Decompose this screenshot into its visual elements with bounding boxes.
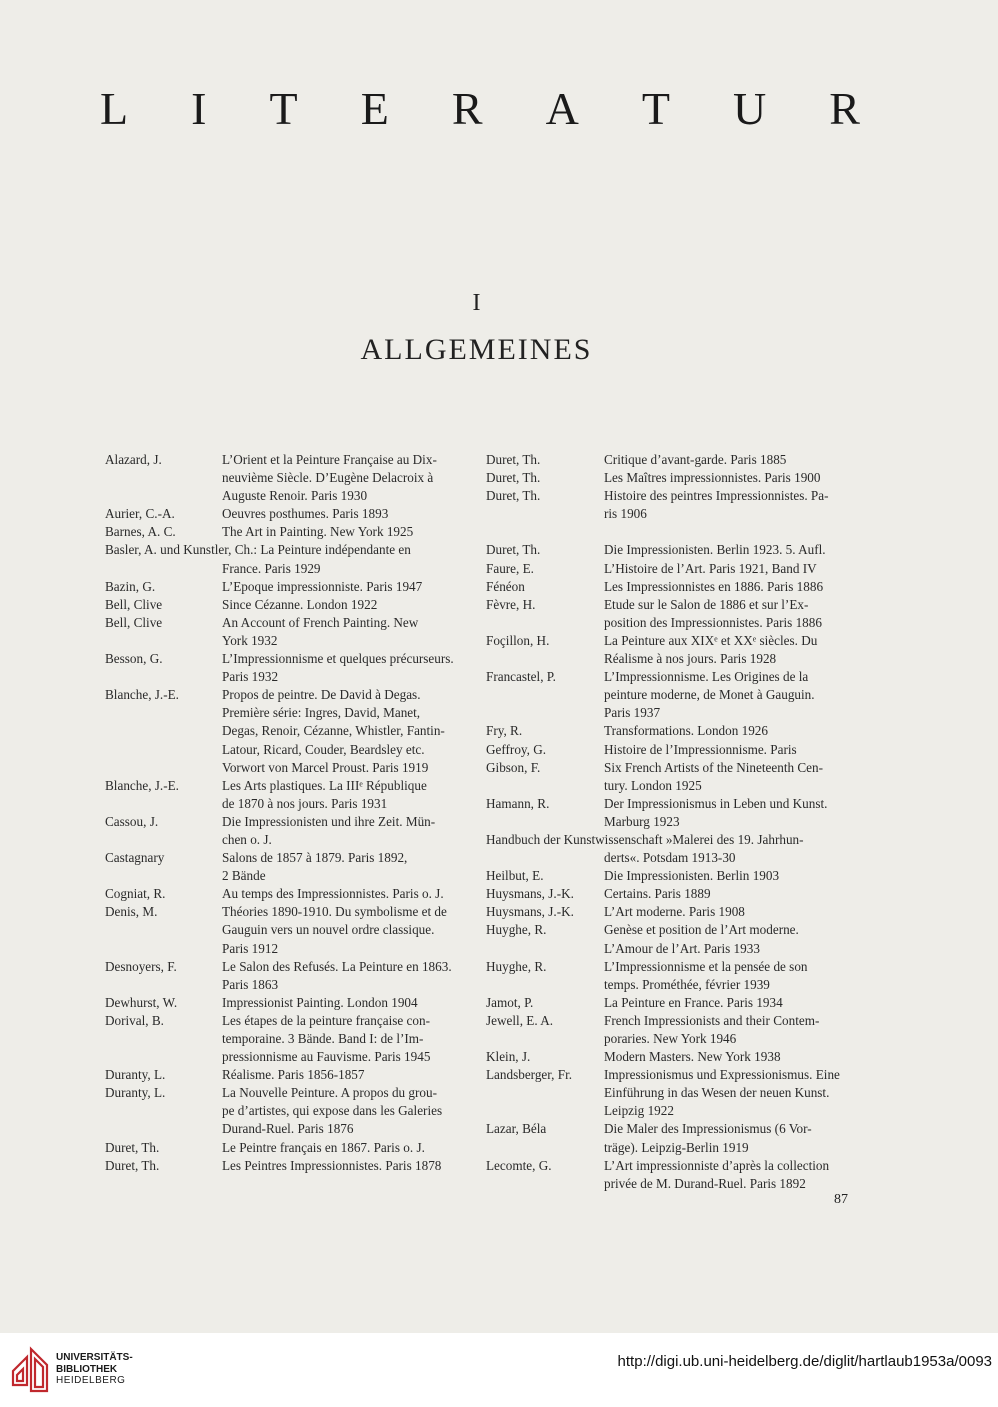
- bibliography-right-column: [486, 451, 849, 1193]
- entry-author: Besson, G.: [105, 651, 163, 667]
- bibliography-entry-wide: Basler, A. und Kunstler, Ch.: La Peinture indépendante en: [105, 542, 411, 558]
- entry-author: Geffroy, G.: [486, 741, 547, 757]
- entry-work: [604, 469, 849, 487]
- bibliography-entry: [486, 578, 849, 596]
- page-number: 87: [834, 1192, 848, 1207]
- entry-work: [604, 596, 849, 632]
- entry-author: Fénéon: [486, 578, 525, 594]
- entry-work-line: L’Amour de l’Art. Paris 1933: [604, 940, 760, 956]
- entry-work: [222, 596, 477, 614]
- entry-author: Klein, J.: [486, 1049, 531, 1065]
- bibliography-entry: [486, 469, 849, 487]
- library-name: [56, 1352, 133, 1387]
- entry-work-line: Impressionismus und Expressionismus. Eine: [604, 1067, 840, 1083]
- entry-author: Fèvre, H.: [486, 596, 536, 612]
- entry-work: [222, 1157, 477, 1175]
- entry-author: Gibson, F.: [486, 759, 541, 775]
- heading-letter: E: [360, 83, 389, 134]
- entry-work-line: peinture moderne, de Monet à Gauguin.: [604, 687, 815, 703]
- entry-work-line: Première série: Ingres, David, Manet,: [222, 705, 421, 721]
- entry-work-line: Paris 1937: [604, 705, 661, 721]
- entry-work-line: L’Impressionnisme. Les Origines de la: [604, 669, 809, 685]
- entry-work: [222, 994, 477, 1012]
- source-url-link[interactable]: http://digi.ub.uni-heidelberg.de/diglit/hartlaub1953a/0093: [617, 1353, 992, 1370]
- entry-work-line: La Nouvelle Peinture. A propos du grou-: [222, 1085, 437, 1101]
- entry-author: Castagnary: [105, 850, 165, 866]
- library-name-line: BIBLIOTHEK: [56, 1363, 118, 1375]
- entry-work-line: neuvième Siècle. D’Eugène Delacroix à: [222, 470, 434, 486]
- entry-author: Jewell, E. A.: [486, 1012, 554, 1028]
- bibliography-entry: [105, 650, 477, 686]
- entry-author: Foçillon, H.: [486, 632, 550, 648]
- entry-work-line: Critique d’avant-garde. Paris 1885: [604, 452, 787, 467]
- entry-work: [222, 903, 477, 957]
- entry-work: [222, 1139, 477, 1157]
- entry-work-line: L’Impressionnisme et la pensée de son: [604, 958, 808, 974]
- entry-work: [222, 777, 477, 813]
- entry-author: Lecomte, G.: [486, 1157, 552, 1173]
- bibliography-entry: [105, 451, 477, 505]
- bibliography-entry: [486, 921, 849, 957]
- entry-work: [604, 867, 849, 885]
- bibliography-entry: [105, 1066, 477, 1084]
- entry-work: [604, 885, 849, 903]
- bibliography-entry: [105, 777, 477, 813]
- entry-work: [604, 1012, 849, 1048]
- entry-work: [222, 958, 477, 994]
- entry-work: [604, 487, 849, 523]
- entry-work-line: York 1932: [222, 632, 278, 648]
- bibliography-entry: [486, 668, 849, 722]
- entry-author: Hamann, R.: [486, 795, 550, 811]
- bibliography-entry: [105, 1139, 477, 1157]
- entry-author: Duret, Th.: [486, 488, 541, 504]
- entry-work-line: Les Arts plastiques. La IIIᵉ République: [222, 777, 427, 793]
- heading-letter: R: [451, 83, 483, 134]
- entry-work-line: Les Peintres Impressionnistes. Paris 1878: [222, 1157, 442, 1173]
- section-title: ALLGEMEINES: [360, 333, 593, 366]
- entry-work: [604, 741, 849, 759]
- entry-work-line: Propos de peintre. De David à Degas.: [222, 687, 421, 703]
- bibliography-entry: [486, 632, 849, 668]
- entry-work-line: poraries. New York 1946: [604, 1031, 737, 1046]
- bibliography-entry: [486, 958, 849, 994]
- entry-work-line: L’Impressionnisme et quelques précurseurs.: [222, 651, 454, 667]
- bibliography-entry-wide: Handbuch der Kunstwissenschaft »Malerei des 19. Jahrhun-: [486, 831, 804, 847]
- entry-author: Dorival, B.: [105, 1012, 164, 1028]
- entry-author: Bell, Clive: [105, 614, 163, 630]
- entry-work: [222, 523, 477, 541]
- bibliography-entry: [105, 994, 477, 1012]
- entry-work: [222, 1066, 477, 1084]
- bibliography-entry: [486, 903, 849, 921]
- entry-work: [604, 994, 849, 1012]
- heading-letter: R: [829, 83, 860, 134]
- entry-work-line: The Art in Painting. New York 1925: [222, 524, 414, 540]
- footer-bar: [0, 1333, 998, 1407]
- bibliography-entry: [486, 1048, 849, 1066]
- entry-author: Landsberger, Fr.: [486, 1067, 573, 1083]
- entry-work: [222, 1084, 477, 1138]
- entry-work: [604, 1120, 849, 1156]
- bibliography-entry: [105, 505, 477, 523]
- entry-work-line: Genèse et position de l’Art moderne.: [604, 922, 799, 938]
- library-name-line: HEIDELBERG: [56, 1375, 126, 1386]
- heading-letter: A: [545, 83, 579, 134]
- entry-work: [604, 541, 849, 559]
- entry-author: Denis, M.: [105, 904, 158, 920]
- entry-author: Duret, Th.: [486, 452, 541, 467]
- heading-letter: T: [641, 83, 670, 134]
- bibliography-entry: [105, 578, 477, 596]
- entry-author: Duret, Th.: [486, 542, 541, 558]
- entry-work-line: Vorwort von Marcel Proust. Paris 1919: [222, 759, 429, 775]
- entry-work-line: Réalisme à nos jours. Paris 1928: [604, 651, 777, 667]
- entry-work: [604, 1066, 849, 1120]
- entry-work: [604, 1157, 849, 1193]
- entry-work-line: chen o. J.: [222, 831, 272, 847]
- bibliography-entry: [105, 1012, 477, 1066]
- entry-work-line: tury. London 1925: [604, 777, 702, 793]
- entry-work-line: Auguste Renoir. Paris 1930: [222, 488, 368, 504]
- entry-author: Alazard, J.: [105, 452, 162, 467]
- entry-author: Duranty, L.: [105, 1067, 166, 1083]
- entry-author: Huysmans, J.-K.: [486, 904, 574, 920]
- entry-author: Bazin, G.: [105, 578, 156, 594]
- entry-work-line: Durand-Ruel. Paris 1876: [222, 1121, 354, 1137]
- entry-author: Duranty, L.: [105, 1085, 166, 1101]
- entry-work-line: Réalisme. Paris 1856-1857: [222, 1067, 365, 1083]
- entry-work-line: ris 1906: [604, 506, 647, 522]
- entry-work-line: temps. Prométhée, février 1939: [604, 976, 770, 992]
- entry-work-line: Le Salon des Refusés. La Peinture en 1863.: [222, 958, 452, 974]
- entry-work-line: temporaine. 3 Bände. Band I: de l’Im-: [222, 1031, 424, 1046]
- entry-work-line: La Peinture aux XIXᵉ et XXᵉ siècles. Du: [604, 632, 818, 648]
- library-logo-icon: [10, 1345, 50, 1395]
- bibliography-entry: [486, 560, 849, 578]
- bibliography-entry: [486, 741, 849, 759]
- bibliography-entry: [105, 1084, 477, 1138]
- entry-work-line: Salons de 1857 à 1879. Paris 1892,: [222, 850, 408, 866]
- section-number: I: [472, 290, 481, 316]
- entry-work-line: Impressionist Painting. London 1904: [222, 994, 418, 1010]
- entry-work: [604, 921, 849, 957]
- entry-work: [222, 813, 477, 849]
- entry-work-line: Degas, Renoir, Cézanne, Whistler, Fantin-: [222, 723, 445, 739]
- entry-work-line: Au temps des Impressionnistes. Paris o. J.: [222, 886, 444, 902]
- bibliography-entry: [486, 1066, 849, 1120]
- entry-work-line: pressionnisme au Fauvisme. Paris 1945: [222, 1049, 431, 1065]
- entry-author: Dewhurst, W.: [105, 994, 178, 1010]
- entry-work-line: privée de M. Durand-Ruel. Paris 1892: [604, 1175, 806, 1191]
- bibliography-entry: [105, 885, 477, 903]
- heading-letter: U: [733, 83, 767, 134]
- entry-work-line: An Account of French Painting. New: [222, 614, 419, 630]
- entry-work-line: Die Impressionisten. Berlin 1923. 5. Aufl.: [604, 542, 826, 558]
- entry-work-line: Le Peintre français en 1867. Paris o. J.: [222, 1139, 425, 1155]
- entry-work-line: Einführung in das Wesen der neuen Kunst.: [604, 1085, 830, 1101]
- entry-work-line: Histoire des peintres Impressionnistes. Pa-: [604, 488, 829, 504]
- entry-author: Fry, R.: [486, 723, 523, 739]
- bibliography-left-column: [105, 451, 477, 1175]
- entry-work-line: Since Cézanne. London 1922: [222, 596, 378, 612]
- heading-letter: I: [191, 83, 207, 134]
- bibliography-entry: [486, 487, 849, 523]
- bibliography-entry: [486, 541, 849, 559]
- entry-work: [604, 451, 849, 469]
- entry-work: [604, 632, 849, 668]
- bibliography-entry: [105, 596, 477, 614]
- entry-author: Duret, Th.: [105, 1157, 160, 1173]
- entry-work: [222, 885, 477, 903]
- entry-work-line: Paris 1863: [222, 976, 279, 992]
- entry-work-line: L’Histoire de l’Art. Paris 1921, Band IV: [604, 560, 817, 576]
- entry-work-line: Les Maîtres impressionnistes. Paris 1900: [604, 470, 821, 486]
- bibliography-entry: [486, 1012, 849, 1048]
- entry-work: [604, 795, 849, 831]
- entry-work: [604, 578, 849, 596]
- bibliography-entry: [105, 958, 477, 994]
- entry-work-line: Marburg 1923: [604, 813, 680, 829]
- bibliography-entry: [486, 885, 849, 903]
- entry-work-line: Les Impressionnistes en 1886. Paris 1886: [604, 578, 824, 594]
- entry-work-line: 2 Bände: [222, 868, 266, 884]
- entry-work-line: Leipzig 1922: [604, 1103, 674, 1119]
- entry-author: Blanche, J.-E.: [105, 687, 179, 703]
- page-heading: [100, 82, 860, 135]
- bibliography-entry: [486, 722, 849, 740]
- entry-work-line: Six French Artists of the Nineteenth Cen-: [604, 759, 824, 775]
- entry-work: [222, 578, 477, 596]
- entry-author: Faure, E.: [486, 560, 534, 576]
- entry-work-line: Modern Masters. New York 1938: [604, 1049, 781, 1065]
- entry-author: Jamot, P.: [486, 994, 534, 1010]
- heading-letter: T: [269, 83, 298, 134]
- heading-letter: L: [100, 83, 129, 134]
- entry-work: [604, 668, 849, 722]
- bibliography-entry: [105, 813, 477, 849]
- bibliography-entry: [105, 523, 477, 541]
- entry-work-line: Latour, Ricard, Couder, Beardsley etc.: [222, 741, 425, 757]
- bibliography-entry: [486, 994, 849, 1012]
- entry-work-line: position des Impressionnistes. Paris 1886: [604, 614, 822, 630]
- bibliography-entry: [486, 451, 849, 469]
- entry-work-line: Gauguin vers un nouvel ordre classique.: [222, 922, 435, 938]
- bibliography-entry: [105, 686, 477, 776]
- entry-work-line: Oeuvres posthumes. Paris 1893: [222, 506, 389, 522]
- entry-work: [222, 614, 477, 650]
- entry-work-line: L’Epoque impressionniste. Paris 1947: [222, 578, 423, 594]
- entry-work: [222, 686, 477, 776]
- entry-work: [222, 849, 477, 885]
- entry-work-line: Certains. Paris 1889: [604, 886, 711, 902]
- entry-work-line: träge). Leipzig-Berlin 1919: [604, 1139, 749, 1155]
- entry-work: [222, 650, 477, 686]
- entry-work-line: L’Art moderne. Paris 1908: [604, 904, 745, 920]
- entry-work: [604, 560, 849, 578]
- bibliography-entry: [486, 1120, 849, 1156]
- entry-work-line: Paris 1932: [222, 669, 279, 685]
- bibliography-entry: [486, 1157, 849, 1193]
- entry-author: Huyghe, R.: [486, 922, 547, 938]
- library-name-line: UNIVERSITÄTS-: [56, 1352, 133, 1363]
- bibliography-entry-continuation: France. Paris 1929: [222, 560, 321, 576]
- entry-work: [222, 451, 477, 505]
- entry-work-line: Die Maler des Impressionismus (6 Vor-: [604, 1121, 812, 1137]
- entry-work: [222, 1012, 477, 1066]
- entry-work-line: Die Impressionisten und ihre Zeit. Mün-: [222, 813, 436, 829]
- bibliography-entry: [105, 1157, 477, 1175]
- entry-author: Duret, Th.: [105, 1139, 160, 1155]
- entry-work: [604, 1048, 849, 1066]
- entry-work-line: French Impressionists and their Contem-: [604, 1012, 820, 1028]
- entry-work: [604, 759, 849, 795]
- bibliography-entry: [105, 903, 477, 957]
- entry-author: Blanche, J.-E.: [105, 777, 179, 793]
- entry-work-line: Der Impressionismus in Leben und Kunst.: [604, 795, 828, 811]
- entry-work: [604, 958, 849, 994]
- entry-work: [604, 903, 849, 921]
- entry-work-line: Paris 1912: [222, 940, 279, 956]
- bibliography-entry: [486, 795, 849, 831]
- bibliography-entry: [105, 614, 477, 650]
- bibliography-entry: [486, 867, 849, 885]
- entry-author: Cassou, J.: [105, 813, 159, 829]
- entry-author: Duret, Th.: [486, 470, 541, 486]
- entry-work: [222, 505, 477, 523]
- entry-work-line: L’Orient et la Peinture Française au Dix-: [222, 452, 437, 467]
- entry-author: Huyghe, R.: [486, 958, 547, 974]
- entry-author: Heilbut, E.: [486, 868, 544, 884]
- entry-author: Francastel, P.: [486, 669, 556, 685]
- entry-work-line: Théories 1890-1910. Du symbolisme et de: [222, 904, 447, 920]
- entry-author: Aurier, C.-A.: [105, 506, 175, 522]
- entry-author: Bell, Clive: [105, 596, 163, 612]
- entry-work-line: Histoire de l’Impressionnisme. Paris: [604, 741, 797, 757]
- entry-work-line: pe d’artistes, qui expose dans les Galeries: [222, 1103, 443, 1119]
- bibliography-entry-continuation: derts«. Potsdam 1913-30: [604, 850, 736, 866]
- entry-work-line: Les étapes de la peinture française con-: [222, 1012, 430, 1028]
- entry-author: Desnoyers, F.: [105, 958, 177, 974]
- entry-work-line: Die Impressionisten. Berlin 1903: [604, 868, 780, 884]
- entry-author: Lazar, Béla: [486, 1121, 547, 1137]
- bibliography-entry: [486, 759, 849, 795]
- bibliography-entry: [105, 849, 477, 885]
- bibliography-entry: [486, 596, 849, 632]
- entry-work-line: L’Art impressionniste d’après la collection: [604, 1157, 830, 1173]
- entry-work-line: Etude sur le Salon de 1886 et sur l’Ex-: [604, 596, 809, 612]
- entry-work: [604, 722, 849, 740]
- entry-work-line: de 1870 à nos jours. Paris 1931: [222, 795, 388, 811]
- entry-spacer: [486, 523, 849, 541]
- entry-work-line: Transformations. London 1926: [604, 723, 768, 739]
- entry-author: Barnes, A. C.: [105, 524, 176, 540]
- entry-author: Huysmans, J.-K.: [486, 886, 574, 902]
- entry-author: Cogniat, R.: [105, 886, 166, 902]
- entry-work-line: La Peinture en France. Paris 1934: [604, 994, 783, 1010]
